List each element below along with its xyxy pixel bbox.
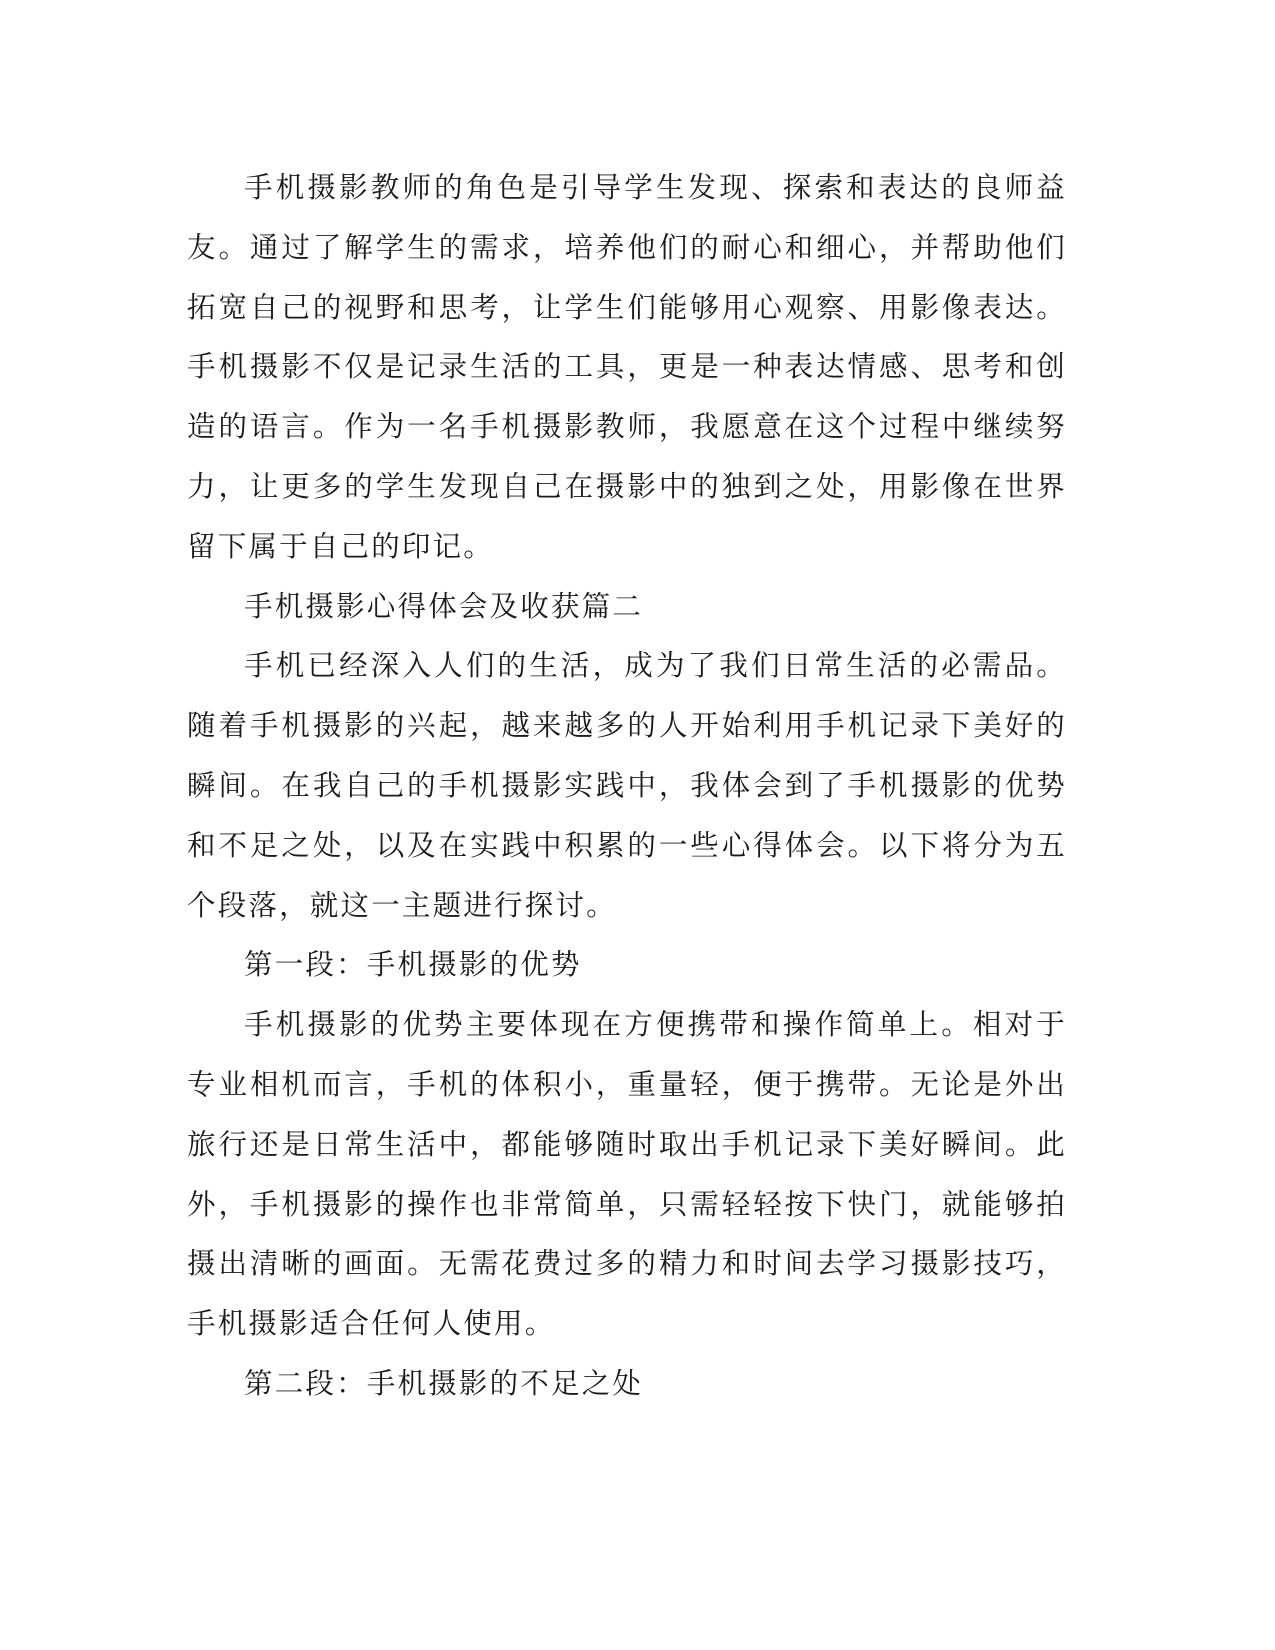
heading-second-section: 第二段：手机摄影的不足之处 xyxy=(244,1366,644,1400)
paragraph-teacher-role: 手机摄影教师的角色是引导学生发现、探索和表达的良师益友。通过了解学生的需求，培养他们的耐心和细心，并帮助他们拓宽自己的视野和思考，让学生们能够用心观察、用影像表达。手机摄影不仅是记录生活的工具，更是一种表达情感、思考和创造的语言。作为一名手机摄影教师，我愿意在这个过程中继续努力，让更多的学生发现自己在摄影中的独到之处，用影像在世界留下属于自己的印记。 xyxy=(187,171,1067,563)
paragraph-introduction: 手机已经深入人们的生活，成为了我们日常生活的必需品。随着手机摄影的兴起，越来越多的人开始利用手机记录下美好的瞬间。在我自己的手机摄影实践中，我体会到了手机摄影的优势和不足之处，以及在实践中积累的一些心得体会。以下将分为五个段落，就这一主题进行探讨。 xyxy=(187,649,1067,922)
section-title-part-two: 手机摄影心得体会及收获篇二 xyxy=(244,589,644,623)
paragraph-advantages: 手机摄影的优势主要体现在方便携带和操作简单上。相对于专业相机而言，手机的体积小，重量轻，便于携带。无论是外出旅行还是日常生活中，都能够随时取出手机记录下美好瞬间。此外，手机摄影的操作也非常简单，只需轻轻按下快门，就能够拍摄出清晰的画面。无需花费过多的精力和时间去学习摄影技巧，手机摄影适合任何人使用。 xyxy=(187,1008,1067,1341)
heading-first-section: 第一段：手机摄影的优势 xyxy=(244,948,582,982)
document-body xyxy=(187,158,1067,1414)
